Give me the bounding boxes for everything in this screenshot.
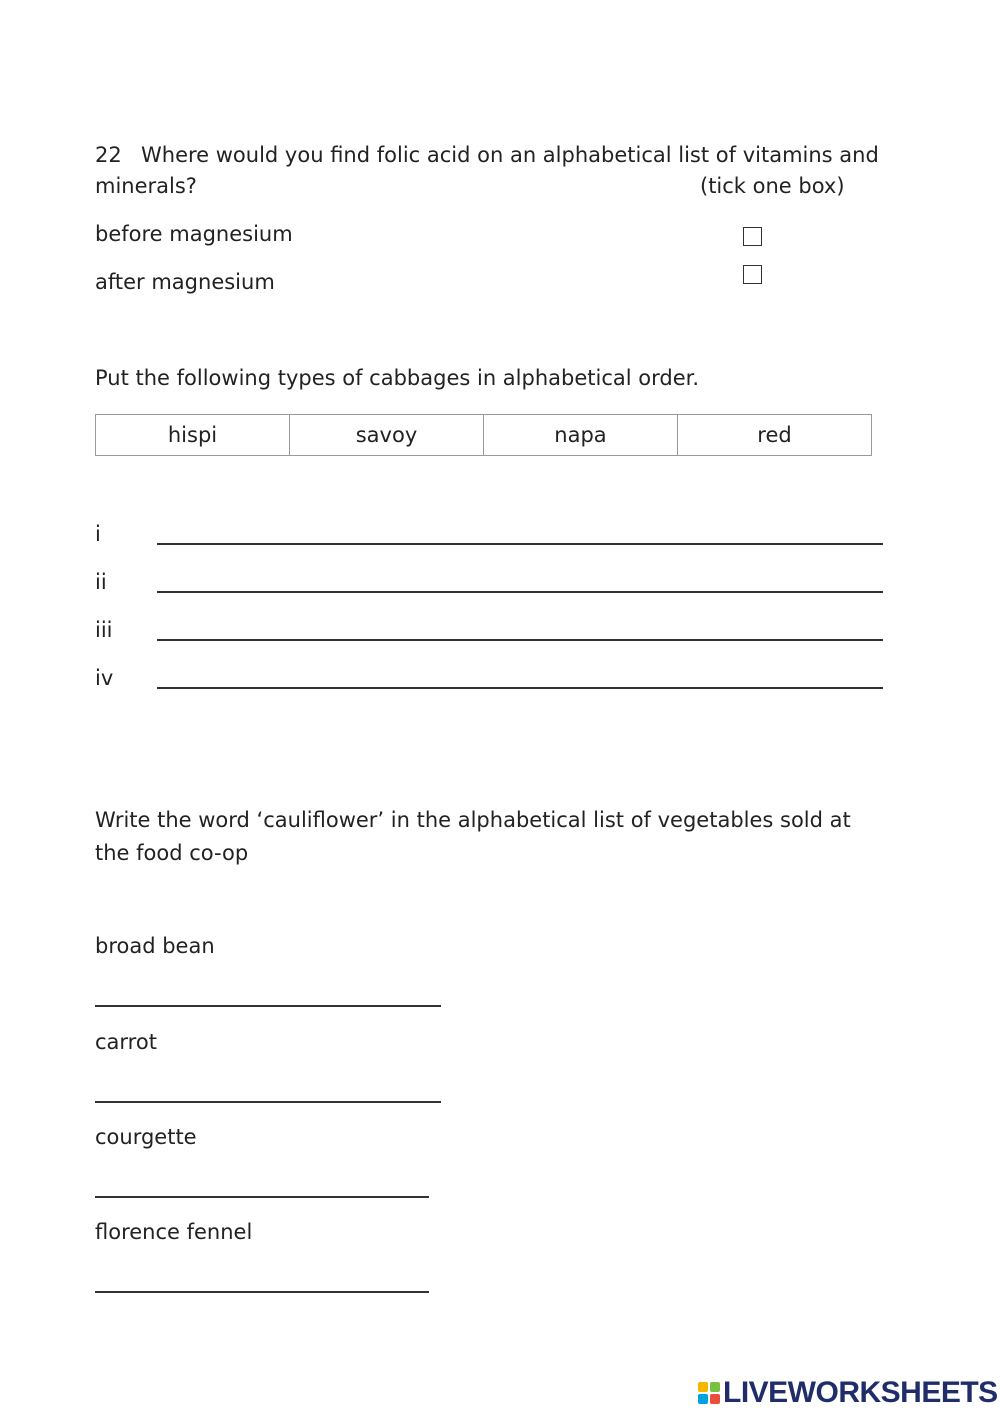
question-text-line2: minerals?: [95, 174, 197, 198]
logo-mark-icon: [698, 1382, 720, 1404]
liveworksheets-logo: [698, 1377, 998, 1409]
vegetable-answer-line[interactable]: [95, 1005, 441, 1007]
question-text-line1: Where would you find folic acid on an alphabetical list of vitamins and: [141, 143, 879, 167]
cabbage-table: [95, 414, 872, 456]
cabbage-cell: red: [678, 415, 872, 456]
vegetable-answer-line[interactable]: [95, 1196, 429, 1198]
answer-line[interactable]: [157, 543, 883, 545]
vegetable-answer-line[interactable]: [95, 1291, 429, 1293]
cabbage-cell: napa: [484, 415, 678, 456]
answer-line[interactable]: [157, 639, 883, 641]
question-number: 22: [95, 143, 122, 167]
numeral-label: iv: [95, 666, 114, 690]
vegetable-answer-line[interactable]: [95, 1101, 441, 1103]
cabbage-instruction: Put the following types of cabbages in alphabetical order.: [95, 366, 700, 390]
option-label-before: before magnesium: [95, 222, 293, 246]
vegetable-item: florence fennel: [95, 1220, 253, 1244]
cabbage-cell: savoy: [290, 415, 484, 456]
numeral-label: iii: [95, 618, 113, 642]
option-checkbox-after[interactable]: [743, 265, 762, 284]
option-label-after: after magnesium: [95, 270, 275, 294]
vegetable-item: broad bean: [95, 934, 215, 958]
vegetable-instruction-line1: Write the word ‘cauliflower’ in the alphabetical list of vegetables sold at: [95, 808, 851, 832]
answer-line[interactable]: [157, 687, 883, 689]
numeral-label: i: [95, 522, 101, 546]
option-checkbox-before[interactable]: [743, 227, 762, 246]
vegetable-item: carrot: [95, 1030, 157, 1054]
vegetable-item: courgette: [95, 1125, 197, 1149]
tick-instruction: (tick one box): [700, 174, 845, 198]
numeral-label: ii: [95, 570, 107, 594]
cabbage-cell: hispi: [96, 415, 290, 456]
logo-text: LIVEWORKSHEETS: [723, 1376, 998, 1409]
vegetable-instruction-line2: the food co-op: [95, 841, 249, 865]
answer-line[interactable]: [157, 591, 883, 593]
